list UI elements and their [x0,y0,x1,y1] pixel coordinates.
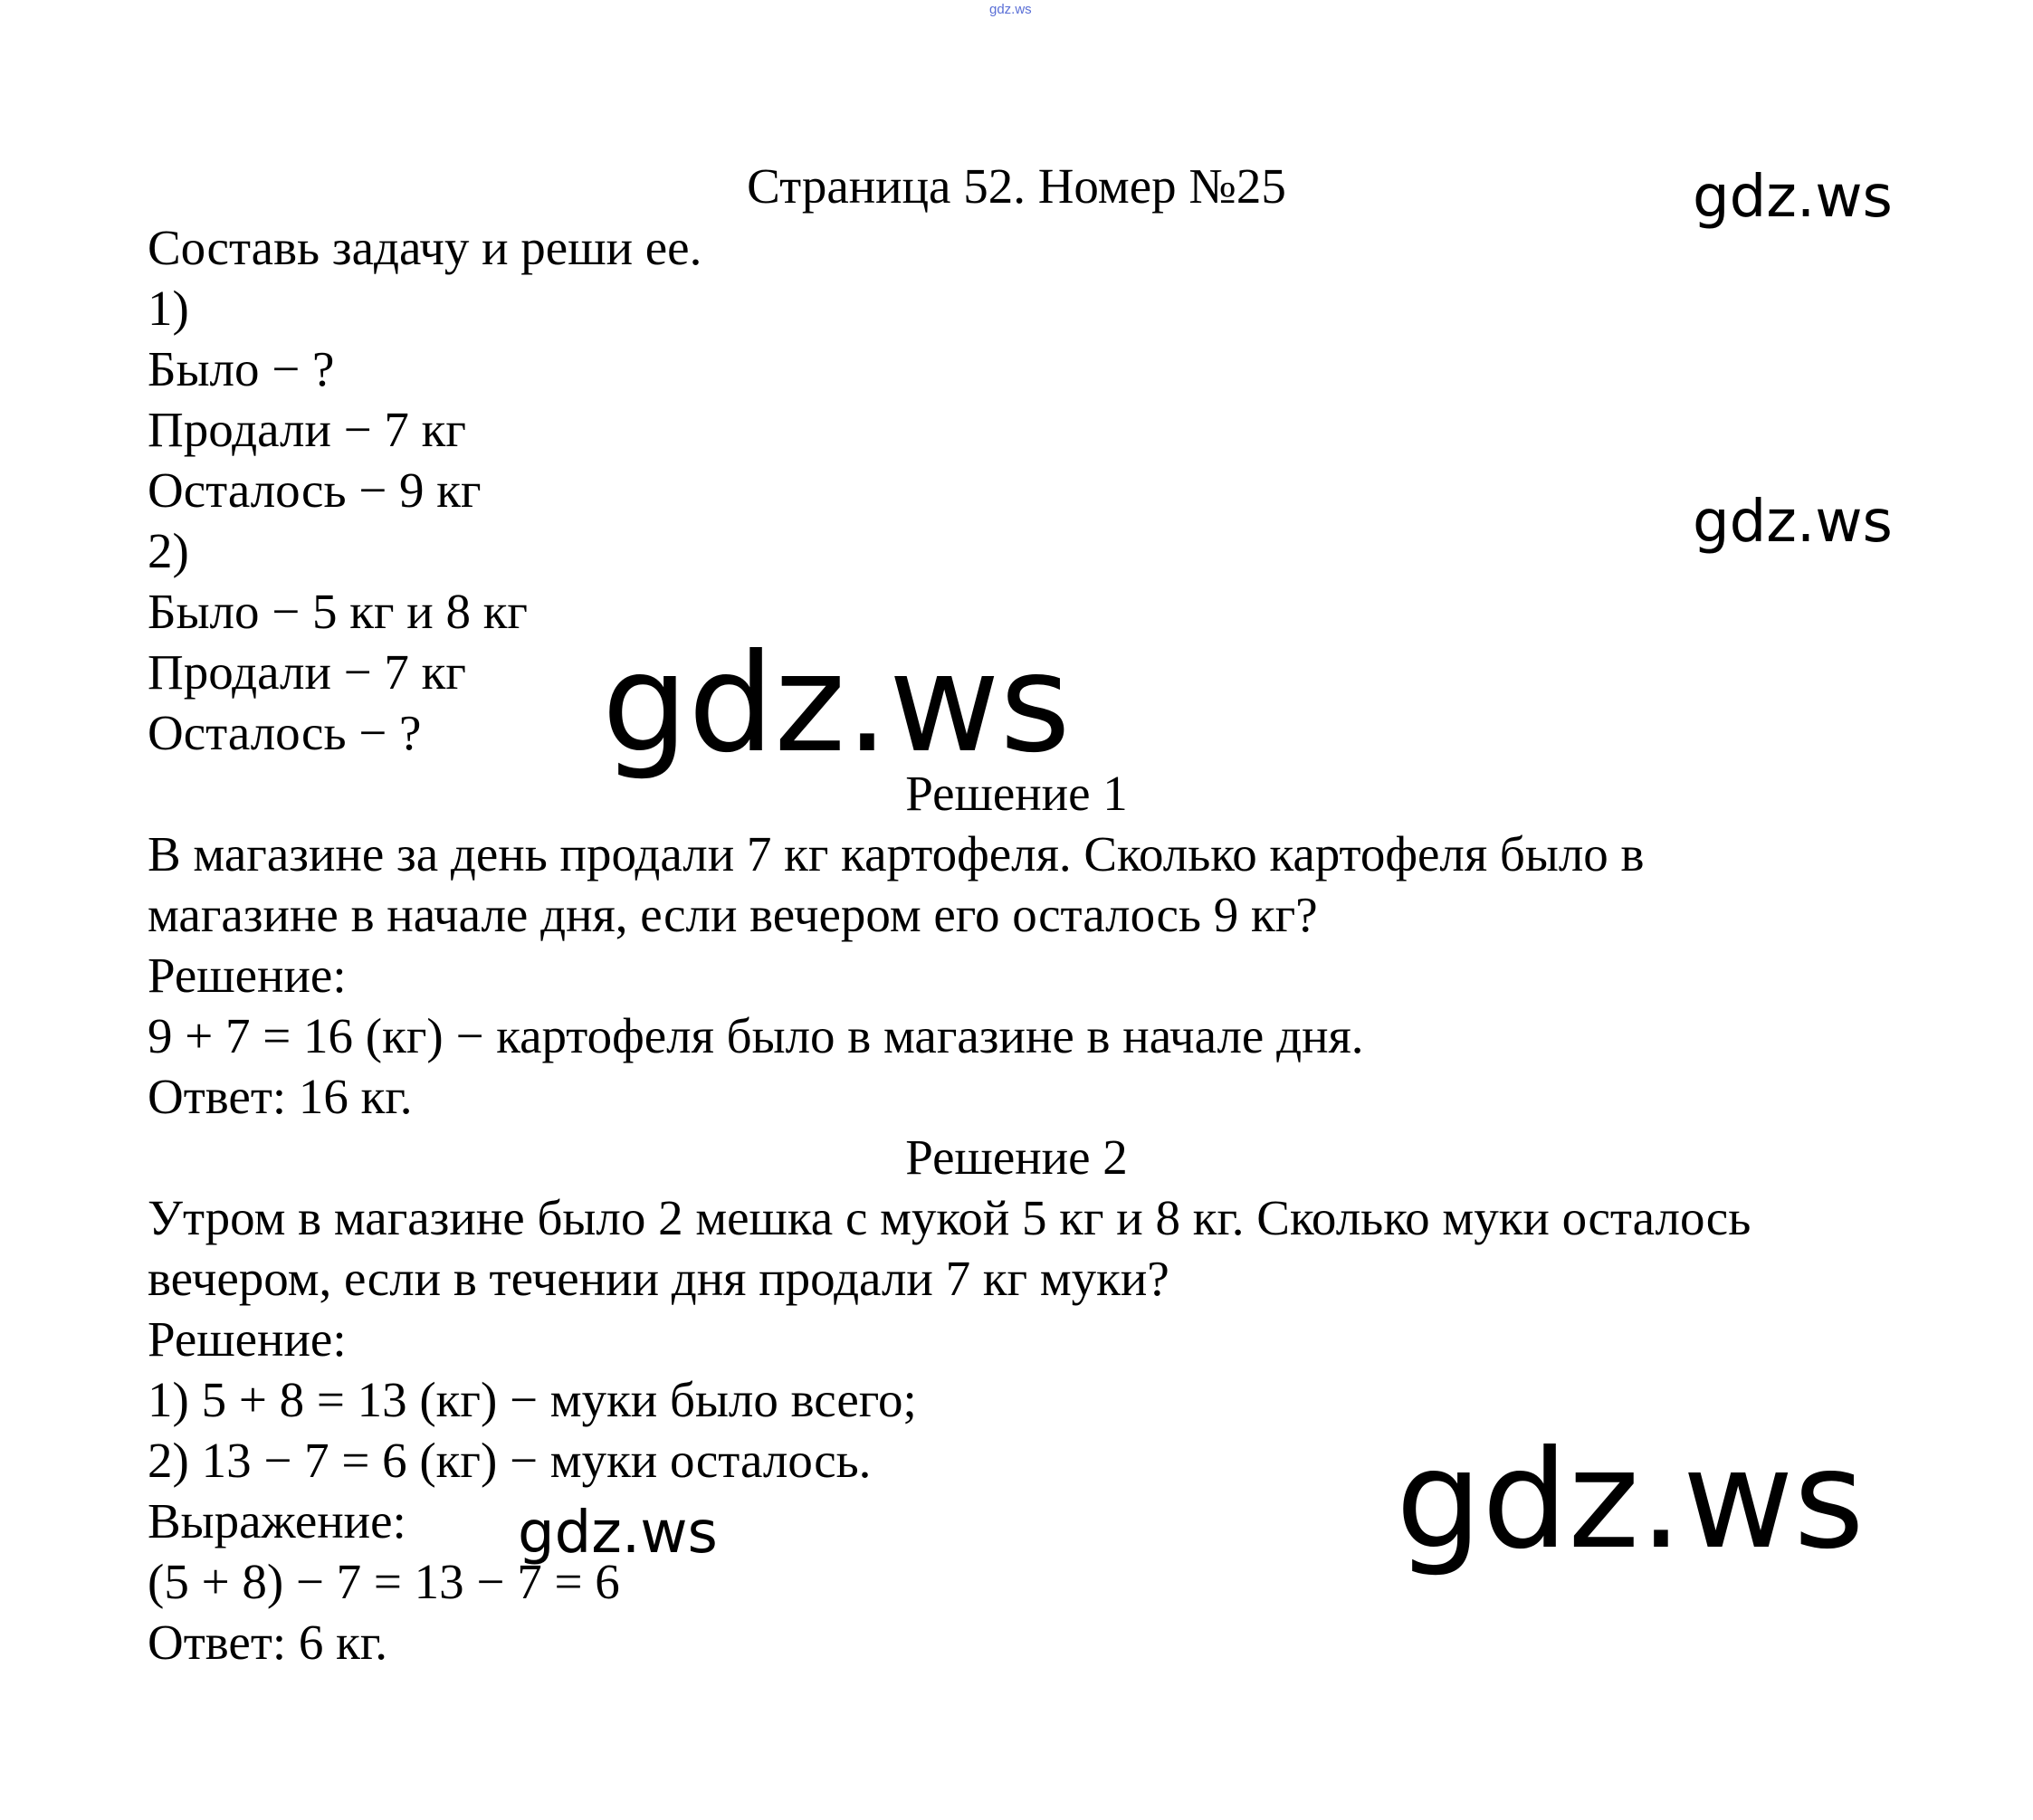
task-part2-number: 2) [148,523,189,578]
task-part1-line: Было − ? [148,341,335,396]
solution1-heading: Решение 1 [905,766,1128,821]
page-title: Страница 52. Номер №25 [747,158,1286,214]
task-part1-number: 1) [148,281,189,336]
watermark-logo: gdz.ws [602,625,1071,783]
solution1-problem-line: магазине в начале дня, если вечером его осталось 9 кг? [148,887,1318,942]
task-instruction: Составь задачу и реши ее. [148,220,702,275]
watermark-logo: gdz.ws [1693,164,1893,231]
watermark-logo: gdz.ws [1396,1422,1865,1579]
watermark-logo: gdz.ws [518,1500,718,1567]
solution1-problem-line: В магазине за день продали 7 кг картофеля. Сколько картофеля было в [148,826,1645,881]
solution2-heading: Решение 2 [905,1129,1128,1185]
solution2-label: Решение: [148,1311,347,1367]
solution1-label: Решение: [148,948,347,1003]
solution2-expression-label: Выражение: [148,1493,406,1548]
task-part2-line: Продали − 7 кг [148,644,466,700]
solution1-answer: Ответ: 16 кг. [148,1069,413,1124]
tiny-watermark: gdz.ws [989,2,1032,17]
task-part2-line: Было − 5 кг и 8 кг [148,584,528,639]
solution1-step: 9 + 7 = 16 (кг) − картофеля было в магазине в начале дня. [148,1008,1364,1063]
solution2-expression: (5 + 8) − 7 = 13 − 7 = 6 [148,1554,620,1609]
solution2-problem-line: Утром в магазине было 2 мешка с мукой 5 кг и 8 кг. Сколько муки осталось [148,1190,1751,1245]
solution2-answer: Ответ: 6 кг. [148,1615,387,1670]
task-part1-line: Продали − 7 кг [148,402,466,457]
solution2-step: 2) 13 − 7 = 6 (кг) − муки осталось. [148,1433,872,1488]
task-part1-line: Осталось − 9 кг [148,462,482,518]
solution2-step: 1) 5 + 8 = 13 (кг) − муки было всего; [148,1372,917,1427]
watermark-logo: gdz.ws [1693,489,1893,556]
solution2-problem-line: вечером, если в течении дня продали 7 кг муки? [148,1251,1169,1306]
task-part2-line: Осталось − ? [148,705,422,760]
